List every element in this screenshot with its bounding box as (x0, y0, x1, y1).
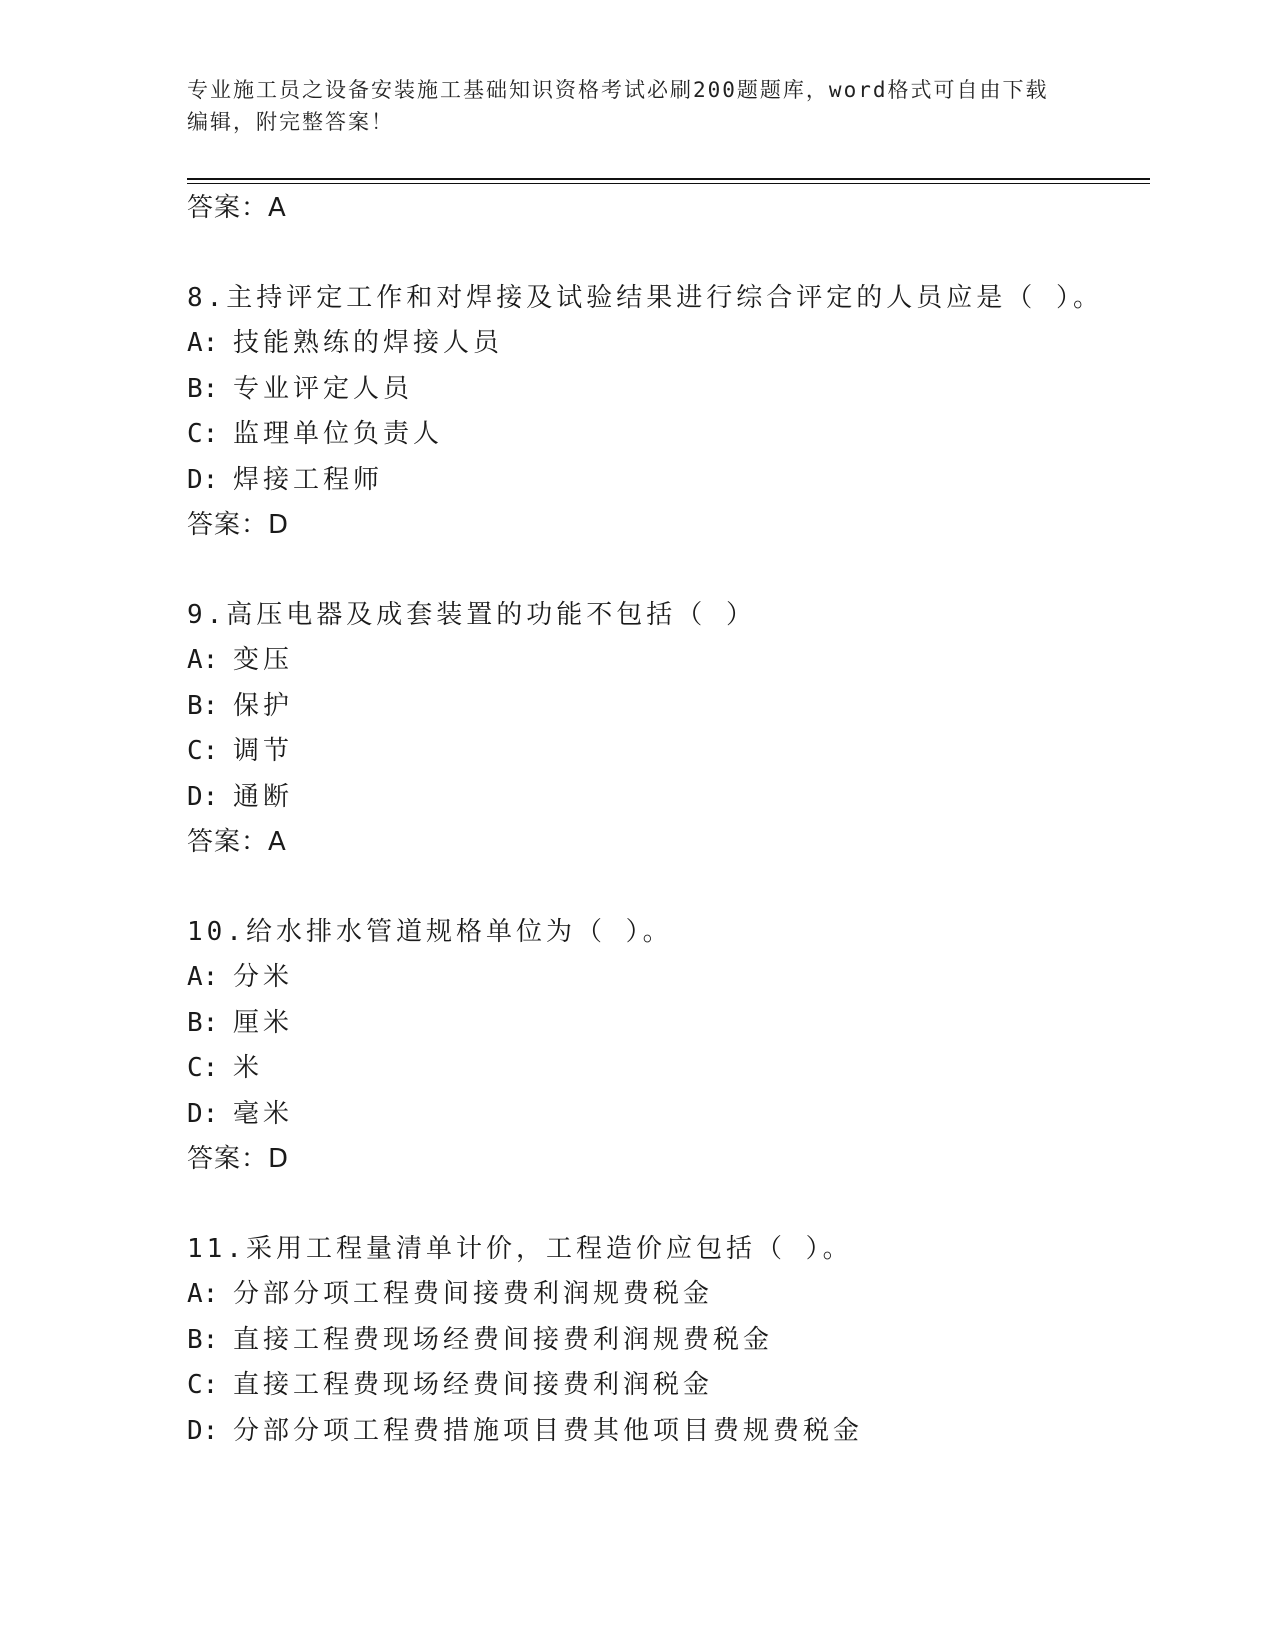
spacer (187, 866, 1147, 910)
answer-line: 答案：A (187, 827, 287, 857)
question-stem: 11.采用工程量清单计价，工程造价应包括（ ）。 (187, 1233, 853, 1264)
option-text: 厘米 (233, 1007, 294, 1038)
option-text: 米 (233, 1053, 264, 1083)
question-stem: 8.主持评定工作和对焊接及试验结果进行综合评定的人员应是（ ）。 (187, 282, 1103, 313)
option-label: D: (187, 781, 219, 812)
option-label: D: (187, 464, 219, 495)
option-b (187, 1318, 1147, 1364)
answer-line: 答案：D (187, 510, 290, 540)
option-label: D: (187, 1098, 219, 1129)
answer-line: 答案：A (187, 193, 287, 223)
spacer (187, 549, 1147, 593)
option-a (187, 638, 1147, 684)
option-label: B: (187, 1007, 219, 1038)
header-rule-thick (187, 178, 1150, 180)
option-c (187, 412, 1147, 458)
option-label: B: (187, 373, 219, 404)
option-d (187, 1092, 1147, 1138)
option-a (187, 955, 1147, 1001)
option-label: A: (187, 645, 219, 675)
option-c (187, 1363, 1147, 1409)
option-text: 焊接工程师 (233, 464, 384, 495)
option-label: B: (187, 690, 219, 721)
option-a (187, 1272, 1147, 1318)
option-b (187, 367, 1147, 413)
option-label: C: (187, 1053, 219, 1083)
option-label: A: (187, 328, 219, 358)
question-block (187, 593, 1147, 866)
option-text: 监理单位负责人 (233, 419, 444, 449)
option-label: C: (187, 1370, 219, 1400)
option-label: A: (187, 1279, 219, 1309)
option-text: 分米 (233, 962, 294, 992)
question-list (187, 186, 1147, 1454)
option-text: 直接工程费现场经费间接费利润税金 (233, 1370, 714, 1400)
option-text: 分部分项工程费措施项目费其他项目费规费税金 (233, 1415, 864, 1446)
option-c (187, 1046, 1147, 1092)
header-rule-thin (187, 183, 1150, 184)
option-a (187, 321, 1147, 367)
option-text: 通断 (233, 781, 294, 812)
option-text: 直接工程费现场经费间接费利润规费税金 (233, 1324, 774, 1355)
option-text: 调节 (233, 736, 294, 766)
option-c (187, 729, 1147, 775)
question-block (187, 276, 1147, 549)
spacer (187, 232, 1147, 276)
option-label: B: (187, 1324, 219, 1355)
question-block (187, 1227, 1147, 1455)
option-label: C: (187, 736, 219, 766)
option-text: 技能熟练的焊接人员 (233, 328, 504, 358)
option-label: C: (187, 419, 219, 449)
spacer (187, 1183, 1147, 1227)
option-d (187, 775, 1147, 821)
option-label: D: (187, 1415, 219, 1446)
option-text: 保护 (233, 690, 294, 721)
document-header: 专业施工员之设备安装施工基础知识资格考试必刷200题题库，word格式可自由下载编辑，附完整答案！ (187, 78, 1049, 134)
question-block (187, 910, 1147, 1183)
option-d (187, 458, 1147, 504)
question-stem: 10.给水排水管道规格单位为（ ）。 (187, 916, 673, 947)
answer-line: 答案：D (187, 1144, 290, 1174)
option-text: 毫米 (233, 1098, 294, 1129)
option-label: A: (187, 962, 219, 992)
option-text: 变压 (233, 645, 294, 675)
option-b (187, 684, 1147, 730)
option-text: 分部分项工程费间接费利润规费税金 (233, 1279, 714, 1309)
option-b (187, 1001, 1147, 1047)
option-d (187, 1409, 1147, 1455)
option-text: 专业评定人员 (233, 373, 414, 404)
question-stem: 9.高压电器及成套装置的功能不包括（ ） (187, 599, 756, 630)
